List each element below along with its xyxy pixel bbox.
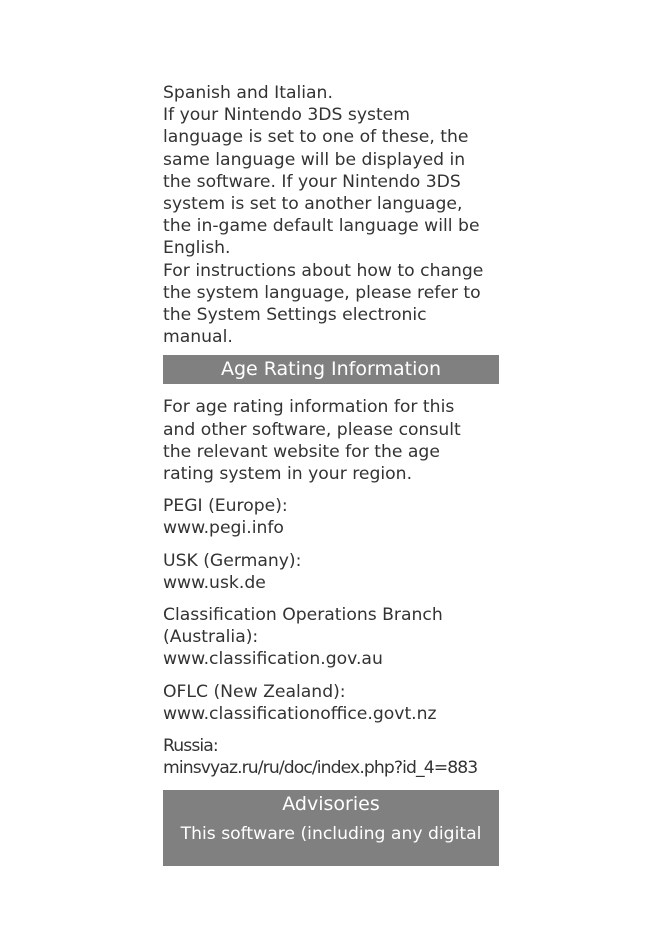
advisories-section bbox=[163, 790, 499, 866]
rating-region-usk bbox=[163, 550, 499, 594]
spacer bbox=[163, 594, 499, 604]
advisories-text: This software (including any digital bbox=[180, 824, 482, 845]
text-line: For instructions about how to change bbox=[163, 260, 484, 281]
text-line: and other software, please consult bbox=[163, 419, 461, 440]
language-paragraph bbox=[163, 82, 499, 348]
text-line: the system language, please refer to bbox=[163, 282, 481, 303]
region-url[interactable]: minsvyaz.ru/ru/doc/index.php?id_4=883 bbox=[163, 758, 478, 779]
region-url[interactable]: www.pegi.info bbox=[163, 518, 284, 539]
region-name: PEGI (Europe): bbox=[163, 496, 288, 517]
region-url[interactable]: www.usk.de bbox=[163, 572, 266, 593]
rating-region-australia bbox=[163, 604, 499, 671]
spacer bbox=[163, 671, 499, 681]
text-line: manual. bbox=[163, 327, 233, 348]
text-line: For age rating information for this bbox=[163, 397, 455, 418]
age-rating-heading: Age Rating Information bbox=[163, 355, 499, 384]
region-name: OFLC (New Zealand): bbox=[163, 681, 346, 702]
text-line: English. bbox=[163, 238, 231, 259]
rating-region-russia bbox=[163, 735, 499, 779]
age-rating-description bbox=[163, 396, 499, 485]
manual-page bbox=[163, 82, 499, 866]
text-line: same language will be displayed in bbox=[163, 149, 466, 170]
rating-region-pegi bbox=[163, 495, 499, 539]
text-line: system is set to another language, bbox=[163, 194, 463, 215]
region-url[interactable]: www.classificationoffice.govt.nz bbox=[163, 703, 437, 724]
text-line: language is set to one of these, the bbox=[163, 127, 469, 148]
region-url[interactable]: www.classification.gov.au bbox=[163, 649, 383, 670]
region-name-continued: (Australia): bbox=[163, 627, 259, 648]
spacer bbox=[163, 485, 499, 495]
text-line: If your Nintendo 3DS system bbox=[163, 105, 410, 126]
text-line: the relevant website for the age bbox=[163, 441, 440, 462]
spacer bbox=[163, 384, 499, 396]
text-line: the software. If your Nintendo 3DS bbox=[163, 171, 461, 192]
text-line: the in-game default language will be bbox=[163, 216, 480, 237]
region-name: USK (Germany): bbox=[163, 550, 302, 571]
region-name: Russia: bbox=[163, 736, 218, 757]
text-line: Spanish and Italian. bbox=[163, 83, 333, 103]
spacer bbox=[163, 725, 499, 735]
advisories-heading: Advisories bbox=[282, 793, 380, 816]
spacer bbox=[163, 540, 499, 550]
text-line: the System Settings electronic bbox=[163, 305, 427, 326]
rating-region-new-zealand bbox=[163, 681, 499, 725]
region-name: Classification Operations Branch bbox=[163, 605, 443, 626]
text-line: rating system in your region. bbox=[163, 464, 413, 485]
